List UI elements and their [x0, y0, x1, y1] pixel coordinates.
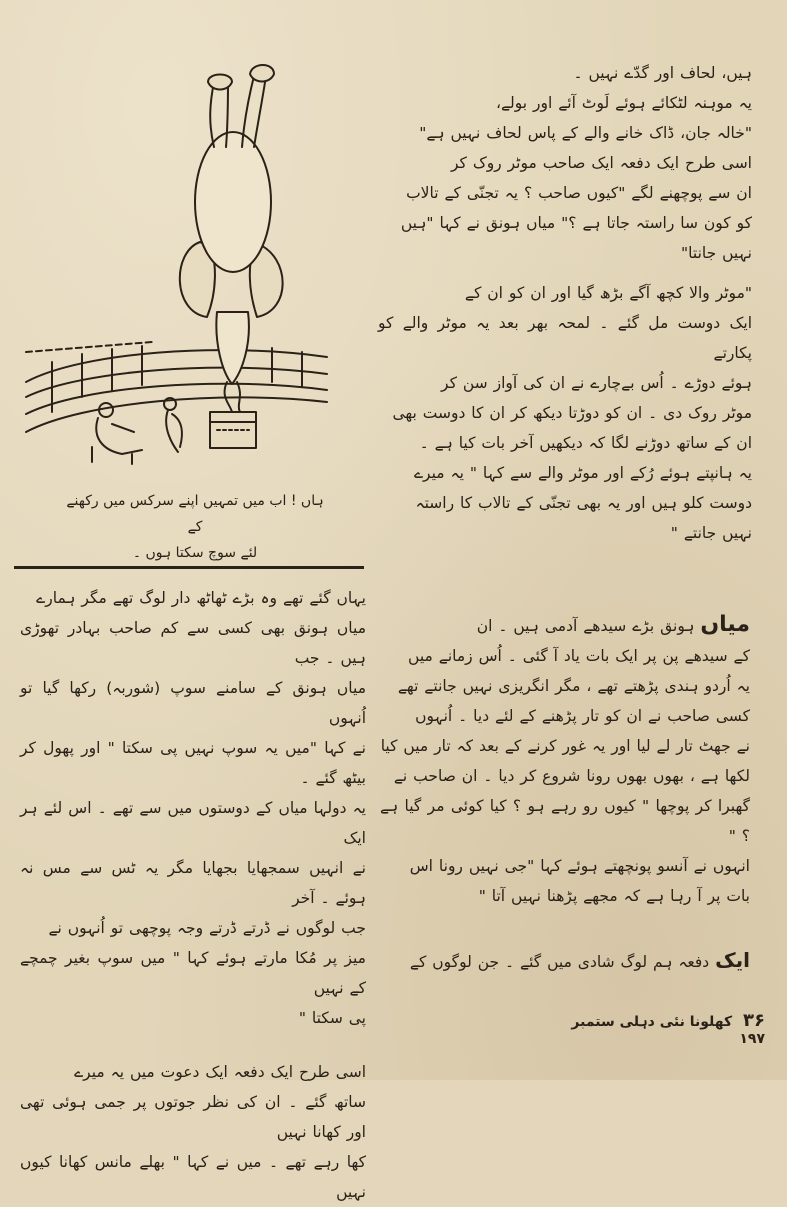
caption-line-2: لئے سوچ سکتا ہوں ۔ [132, 545, 258, 561]
circus-elephant-illustration [22, 52, 332, 472]
text-line: ہوئے دوڑے ۔ اُس بےچارے نے ان کی آواز سن کر [441, 374, 752, 392]
text-line: یہ موہنہ لٹکائے ہوئے لَوٹ آئے اور بولے، [495, 94, 752, 112]
text-line: یہاں گئے تھے وہ بڑے ٹھاٹھ دار لوگ تھے مگر ہمارے [36, 589, 366, 607]
text-line: یہ ہانپتے ہوئے رُکے اور موٹر والے سے کہا " یہ میرے [413, 464, 752, 482]
illustration-caption [60, 488, 330, 566]
text-line: انہوں نے آنسو پونچھتے ہوئے کہا "جی نہیں رونا اس [409, 857, 750, 875]
text-line [380, 945, 750, 977]
left-column [20, 583, 366, 1207]
text-line: ایک دوست مل گئے ۔ لمحہ بھر بعد یہ موٹر والے کو پکارتے [378, 314, 752, 362]
text-line: یہ دولہا میاں کے دوستوں میں سے تھے ۔ اس لئے ہر ایک [20, 799, 366, 847]
footer-publication: کھلونا نئی دہلی ستمبر ۱۹۷ [571, 1014, 765, 1047]
paragraph-lead-word: ایک [715, 948, 750, 972]
text-line: جب لوگوں نے ڈرتے ڈرتے وجہ پوچھی تو اُنہوں نے [48, 919, 366, 937]
text-line: ہیں، لحاف اور گدّے نہیں ۔ [573, 64, 752, 82]
right-column-bottom [380, 610, 750, 977]
text-line: کو کون سا راستہ جاتا ہے ؟" میاں ہونق نے کہا "ہیں [400, 214, 752, 232]
text-line: بات پر آ رہا ہے کہ مجھے پڑھنا نہیں آتا " [478, 887, 750, 905]
text-line: یہ اُردو ہندی پڑھتے تھے ، مگر انگریزی نہیں جانتے تھے [397, 677, 750, 695]
text-line: اسی طرح ایک دفعہ ایک دعوت میں یہ میرے [74, 1063, 366, 1081]
text-line: کسی صاحب نے ان کو تار پڑھنے کے لئے دیا ۔ اُنہوں [415, 707, 750, 725]
text-line: ساتھ گئے ۔ ان کی نظر جوتوں پر جمی ہوئی تھی اور کھانا نہیں [20, 1093, 366, 1141]
caption-line-1: ہاں ! اب میں تمہیں اپنے سرکس میں رکھنے کے [66, 493, 324, 535]
text-line: موٹر روک دی ۔ ان کو دوڑتا دیکھ کر ان کا دوست بھی [392, 404, 752, 422]
text-line: گھبرا کر پوچھا " کیوں رو رہے ہو ؟ کیا کوئی مر گیا ہے ؟ " [380, 797, 750, 845]
page-footer [565, 1010, 765, 1047]
text-line [380, 610, 750, 641]
text-line: دوست کلو ہیں اور یہ بھی تجنّی کے تالاب کا راستہ [415, 494, 752, 512]
text-line: میز پر مُکا مارتے ہوئے کہا " میں سوپ بغیر چمچے کے نہیں [20, 949, 366, 997]
right-column-top [378, 58, 752, 548]
text-line: نہیں جانتا" [681, 244, 752, 262]
text-line: ان سے پوچھنے لگے "کیوں صاحب ؟ یہ تجنّی کے تالاب [406, 184, 752, 202]
text-line: میاں ہونق کے سامنے سوپ (شوربہ) رکھا گیا تو اُنہوں [20, 679, 366, 727]
text-line: "خالہ جان، ڈاک خانے والے کے پاس لحاف نہیں ہے" [419, 124, 752, 142]
text-line: پی سکتا " [298, 1009, 366, 1027]
text-line: کے سیدھے پن پر ایک بات یاد آ گئی ۔ اُس زمانے میں [408, 647, 750, 665]
text-line: نہیں جانتے " [670, 524, 752, 542]
text-line: نے انہیں سمجھایا بجھایا مگر یہ ٹس سے مس نہ ہوئے ۔ آخر [20, 859, 366, 907]
page-number: ۳۶ [743, 1010, 765, 1031]
text-line: "موٹر والا کچھ آگے بڑھ گیا اور ان کو ان کے [464, 284, 752, 302]
column-divider [14, 566, 364, 569]
text-line: نے جھٹ تار لے لیا اور یہ غور کرنے کے بعد کہ تار میں کیا [380, 737, 750, 755]
text-line: ان کے ساتھ دوڑنے لگا کہ دیکھیں آخر بات کیا ہے ۔ [419, 434, 752, 452]
text-line: لکھا ہے ، بھوں بھوں رونا شروع کر دیا ۔ ان صاحب نے [393, 767, 750, 785]
text-line: کھا رہے تھے ۔ میں نے کہا " بھلے مانس کھانا کیوں نہیں [20, 1153, 366, 1201]
text-line: میاں ہونق بھی کسی سے کم صاحب بہادر تھوڑی ہیں ۔ جب [20, 619, 366, 667]
text-fragment: دفعہ ہم لوگ شادی میں گئے ۔ جن لوگوں کے [409, 953, 710, 971]
text-line: اسی طرح ایک دفعہ ایک صاحب موٹر روک کر [450, 154, 752, 172]
text-line: نے کہا "میں یہ سوپ نہیں پی سکتا " اور پھول کر بیٹھ گئے ۔ [20, 739, 366, 787]
section-heading-word: میاں [700, 612, 750, 637]
text-fragment: ہونق بڑے سیدھے آدمی ہیں ۔ ان [476, 617, 695, 635]
